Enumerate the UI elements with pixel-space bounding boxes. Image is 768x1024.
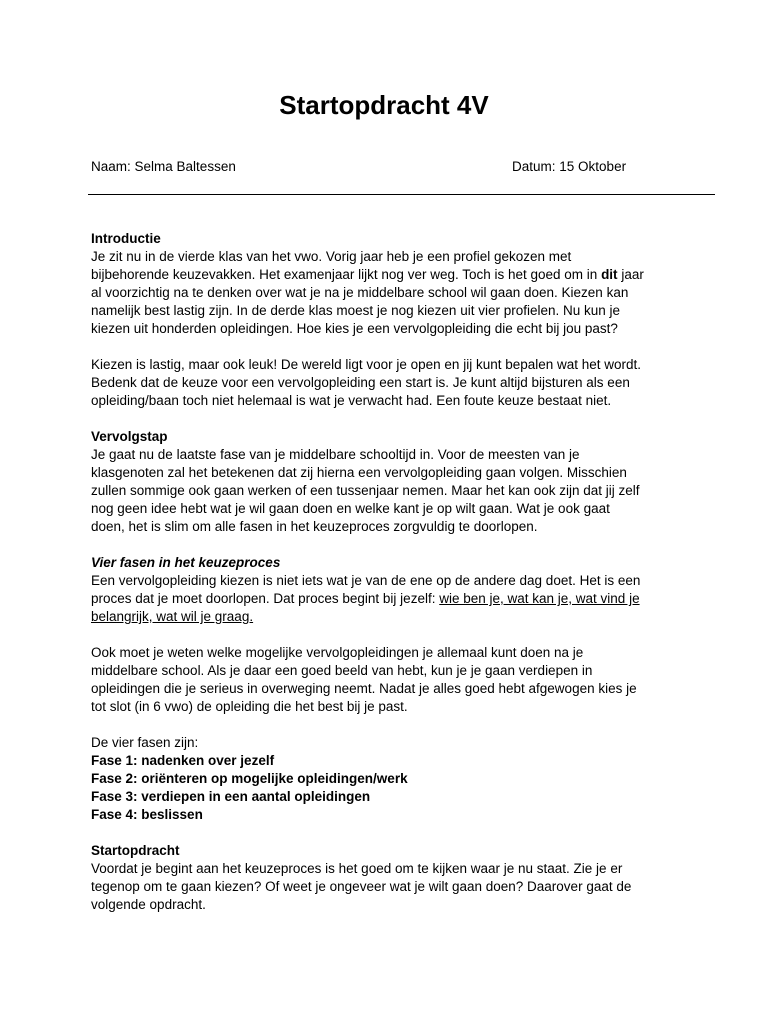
section-vier-fasen xyxy=(91,554,691,626)
paragraph-line: Ook moet je weten welke mogelijke vervolgopleidingen je allemaal kunt doen na je xyxy=(91,645,584,660)
paragraph-line: middelbare school. Als je daar een goed beeld van hebt, kun je je gaan verdiepen in xyxy=(91,663,593,678)
phase-list xyxy=(91,734,691,824)
section-introductie xyxy=(91,230,691,338)
section-heading: Vervolgstap xyxy=(91,429,168,444)
paragraph-line xyxy=(91,266,691,284)
paragraph-line: klasgenoten zal het betekenen dat zij hierna een vervolgopleiding gaan volgen. Misschien xyxy=(91,465,627,480)
paragraph-line: Je zit nu in de vierde klas van het vwo. Vorig jaar heb je een profiel gekozen met xyxy=(91,249,572,264)
paragraph-line: doen, het is slim om alle fasen in het keuzeproces zorgvuldig te doorlopen. xyxy=(91,519,538,534)
paragraph-line: Kiezen is lastig, maar ook leuk! De wereld ligt voor je open en jij kunt bepalen wat het wordt. xyxy=(91,357,642,372)
phase-list-intro: De vier fasen zijn: xyxy=(91,735,199,750)
phase-item: Fase 2: oriënteren op mogelijke opleidingen/werk xyxy=(91,771,408,786)
paragraph-line: tot slot (in 6 vwo) de opleiding die het best bij je past. xyxy=(91,699,408,714)
section-heading: Vier fasen in het keuzeproces xyxy=(91,555,281,570)
name-field xyxy=(91,158,236,176)
underlined-text: wie ben je, wat kan je, wat vind je xyxy=(439,591,640,606)
phase-item: Fase 1: nadenken over jezelf xyxy=(91,753,275,768)
page-title: Startopdracht 4V xyxy=(279,90,489,120)
underlined-line: belangrijk, wat wil je graag. xyxy=(91,609,254,624)
document-body xyxy=(91,230,691,932)
paragraph-line: Een vervolgopleiding kiezen is niet iets wat je van de ene op de andere dag doet. Het is een xyxy=(91,573,641,588)
name-value: Selma Baltessen xyxy=(134,159,236,174)
paragraph-line: namelijk best lastig zijn. In de derde klas moest je nog kiezen uit vier profielen. Nu kun je xyxy=(91,303,621,318)
paragraph-line: Bedenk dat de keuze voor een vervolgopleiding een start is. Je kunt altijd bijsturen als een xyxy=(91,375,630,390)
paragraph-line: al voorzichtig na te denken over wat je na je middelbare school wil gaan doen. Kiezen kan xyxy=(91,285,629,300)
section-heading: Introductie xyxy=(91,231,161,246)
paragraph-line: opleiding/baan toch niet helemaal is wat je verwacht had. Een foute keuze bestaat niet. xyxy=(91,393,612,408)
phase-item: Fase 4: beslissen xyxy=(91,807,203,822)
date-value: 15 Oktober xyxy=(559,159,627,174)
paragraph-text: bijbehorende keuzevakken. Het examenjaar lijkt nog ver weg. Toch is het goed om in xyxy=(91,267,598,282)
section-vervolgstap xyxy=(91,428,691,536)
paragraph-line: volgende opdracht. xyxy=(91,897,206,912)
paragraph-text: proces dat je moet doorlopen. Dat proces begint bij jezelf: xyxy=(91,591,436,606)
paragraph-line: tegenop om te gaan kiezen? Of weet je ongeveer wat je wilt gaan doen? Daarover gaat de xyxy=(91,879,632,894)
phase-item: Fase 3: verdiepen in een aantal opleidingen xyxy=(91,789,371,804)
paragraph-line: Voordat je begint aan het keuzeproces is het goed om te kijken waar je nu staat. Zie je er xyxy=(91,861,623,876)
paragraph-line: Je gaat nu de laatste fase van je middelbare schooltijd in. Voor de meesten van je xyxy=(91,447,580,462)
paragraph-line: opleidingen die je serieus in overweging neemt. Nadat je alles goed hebt afgewogen kies je xyxy=(91,681,637,696)
name-label: Naam: xyxy=(91,159,131,174)
paragraph-text: jaar xyxy=(621,267,644,282)
paragraph-line: zullen sommige ook gaan werken of een tussenjaar nemen. Maar het kan ook zijn dat jij zelf xyxy=(91,483,640,498)
header-divider xyxy=(88,194,715,195)
paragraph-line: nog geen idee hebt wat je wil gaan doen en welke kant je op wilt gaan. Wat je ook gaat xyxy=(91,501,610,516)
section-startopdracht xyxy=(91,842,691,914)
date-label: Datum: xyxy=(512,159,556,174)
paragraph-kiezen xyxy=(91,356,691,410)
emphasis-text: dit xyxy=(601,267,618,282)
date-field xyxy=(512,158,626,176)
paragraph-line xyxy=(91,590,691,608)
section-heading: Startopdracht xyxy=(91,843,180,858)
paragraph-line: kiezen uit honderden opleidingen. Hoe kies je een vervolgopleiding die echt bij jou past? xyxy=(91,321,618,336)
paragraph-ook xyxy=(91,644,691,716)
